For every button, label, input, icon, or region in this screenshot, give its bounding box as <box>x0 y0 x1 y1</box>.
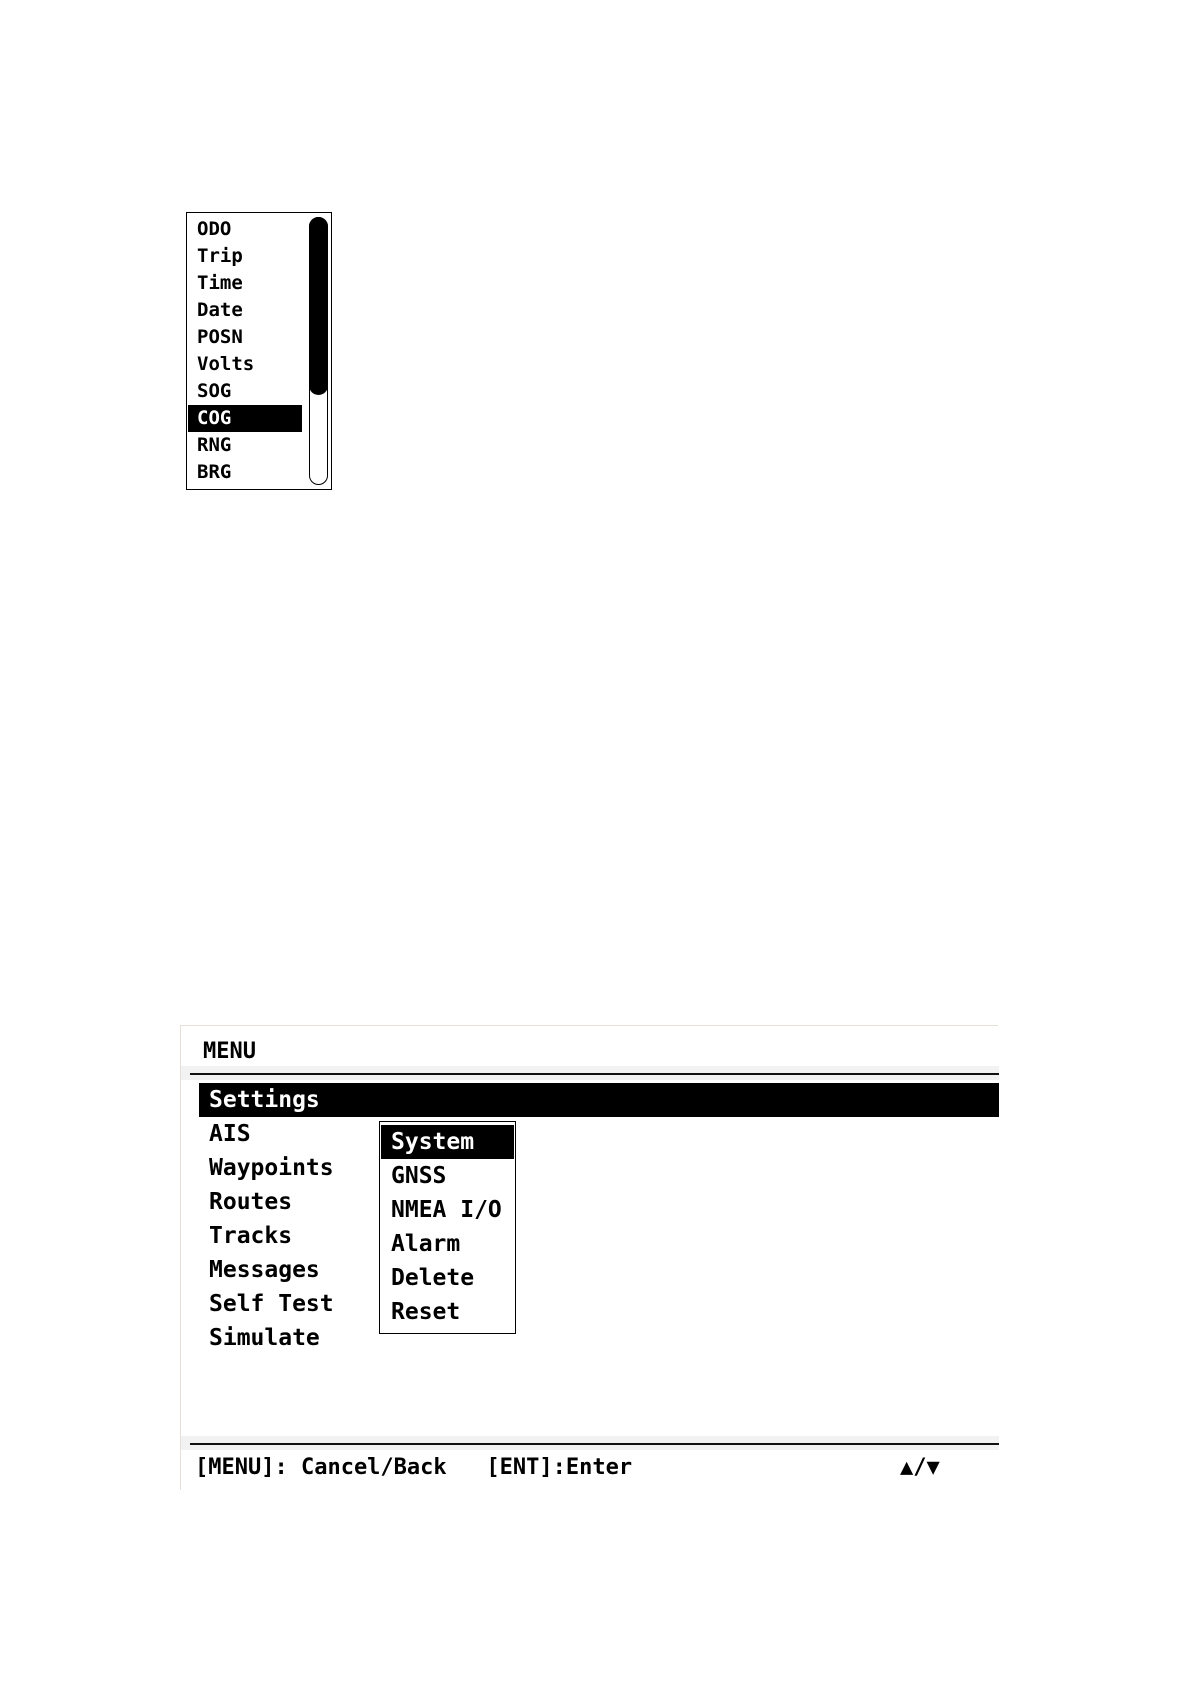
menu-item-tracks[interactable]: Tracks <box>209 1223 293 1249</box>
settings-submenu <box>379 1121 516 1334</box>
menu-item-simulate[interactable]: Simulate <box>209 1325 320 1351</box>
menu-item-settings[interactable]: Settings <box>199 1083 999 1117</box>
submenu-item-gnss[interactable]: GNSS <box>391 1163 447 1189</box>
list-item-volts[interactable]: Volts <box>197 353 255 375</box>
list-item-time[interactable]: Time <box>197 272 243 294</box>
list-item-sog[interactable]: SOG <box>197 380 232 402</box>
footer-divider <box>190 1443 999 1445</box>
list-item-rng[interactable]: RNG <box>197 434 232 456</box>
main-menu <box>199 1083 999 1355</box>
list-item-cog[interactable]: COG <box>188 405 302 432</box>
menu-item-routes[interactable]: Routes <box>209 1189 293 1215</box>
scrollbar-thumb[interactable] <box>309 217 328 395</box>
menu-item-ais[interactable]: AIS <box>209 1121 251 1147</box>
submenu-item-delete[interactable]: Delete <box>391 1265 475 1291</box>
header-divider <box>190 1073 999 1075</box>
submenu-item-system[interactable]: System <box>381 1125 514 1159</box>
menu-item-self-test[interactable]: Self Test <box>209 1291 334 1317</box>
list-item-trip[interactable]: Trip <box>197 245 243 267</box>
footer-bar <box>195 1451 985 1485</box>
menu-screen <box>180 1025 998 1490</box>
data-selection-list[interactable] <box>186 212 332 490</box>
scrollbar[interactable] <box>309 217 328 485</box>
submenu-item-nmea-io[interactable]: NMEA I/O <box>391 1197 502 1223</box>
list-item-odo[interactable]: ODO <box>197 218 232 240</box>
data-items <box>188 216 302 486</box>
list-item-posn[interactable]: POSN <box>197 326 243 348</box>
submenu-item-reset[interactable]: Reset <box>391 1299 461 1325</box>
list-item-date[interactable]: Date <box>197 299 243 321</box>
submenu-item-alarm[interactable]: Alarm <box>391 1231 461 1257</box>
menu-item-waypoints[interactable]: Waypoints <box>209 1155 334 1181</box>
list-item-brg[interactable]: BRG <box>197 461 232 483</box>
menu-title: MENU <box>203 1039 256 1064</box>
menu-item-messages[interactable]: Messages <box>209 1257 320 1283</box>
up-down-arrow-icon: ▲/▼ <box>900 1455 940 1480</box>
key-hint: [MENU]: Cancel/Back [ENT]:Enter <box>195 1455 633 1480</box>
